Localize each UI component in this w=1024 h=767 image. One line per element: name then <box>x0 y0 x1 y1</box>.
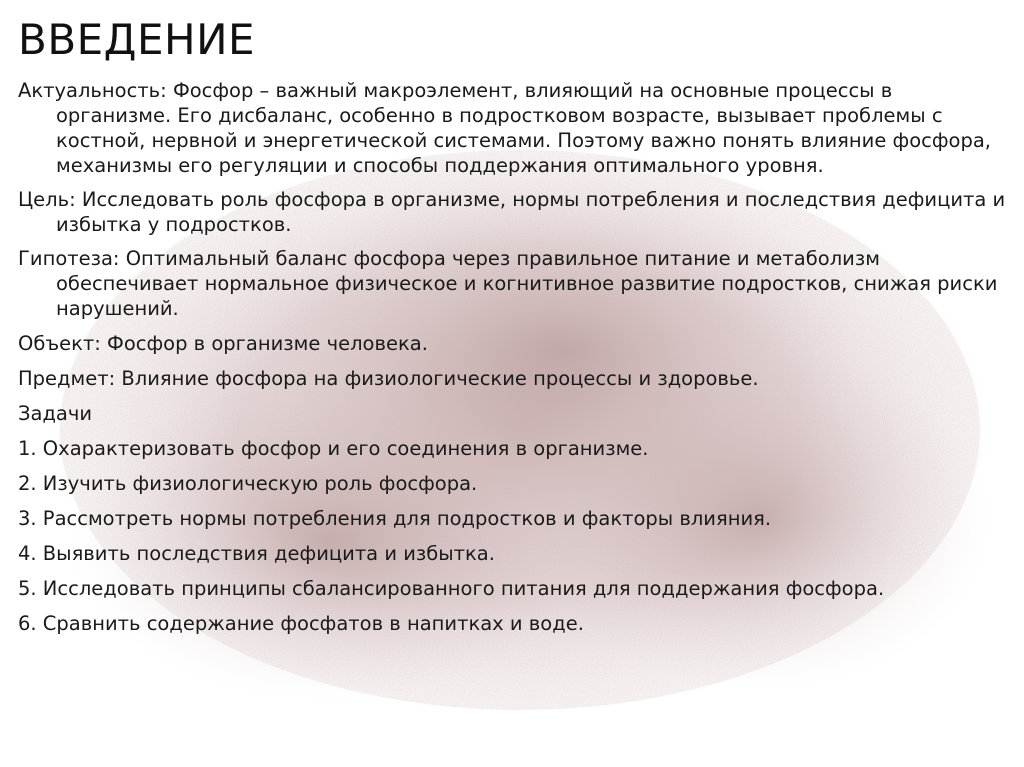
paragraph-object: Объект: Фосфор в организме человека. <box>18 332 428 355</box>
slide-content <box>18 78 1008 646</box>
tasks-heading: Задачи <box>18 402 93 425</box>
paragraph-hypothesis: Гипотеза: Оптимальный баланс фосфора через правильное питание и метаболизм обеспечивает нормальное физическое и когнитивное развитие подростков, снижая риски нарушений. <box>18 247 998 320</box>
paragraph-aktualnost: Актуальность: Фосфор – важный макроэлемент, влияющий на основные процессы в организме. Его дисбаланс, особенно в подростковом возрасте, вызывает проблемы с костной, нервной и энергетической системами. Поэтому важно понять влияние фосфора, механизмы его регуляции и способы поддержания оптимального уровня. <box>18 79 991 177</box>
paragraph-goal: Цель: Исследовать роль фосфора в организме, нормы потребления и последствия дефицита и избытка у подростков. <box>18 188 1006 236</box>
task-item: 6. Сравнить содержание фосфатов в напитках и воде. <box>18 612 584 635</box>
task-item: 4. Выявить последствия дефицита и избытка. <box>18 542 495 565</box>
paragraph-subject: Предмет: Влияние фосфора на физиологические процессы и здоровье. <box>18 367 759 390</box>
task-item: 3. Рассмотреть нормы потребления для подростков и факторы влияния. <box>18 507 772 530</box>
task-item: 5. Исследовать принципы сбалансированного питания для поддержания фосфора. <box>18 577 885 600</box>
slide-title: ВВЕДЕНИЕ <box>18 15 256 64</box>
task-item: 1. Охарактеризовать фосфор и его соединения в организме. <box>18 437 649 460</box>
task-item: 2. Изучить физиологическую роль фосфора. <box>18 472 478 495</box>
